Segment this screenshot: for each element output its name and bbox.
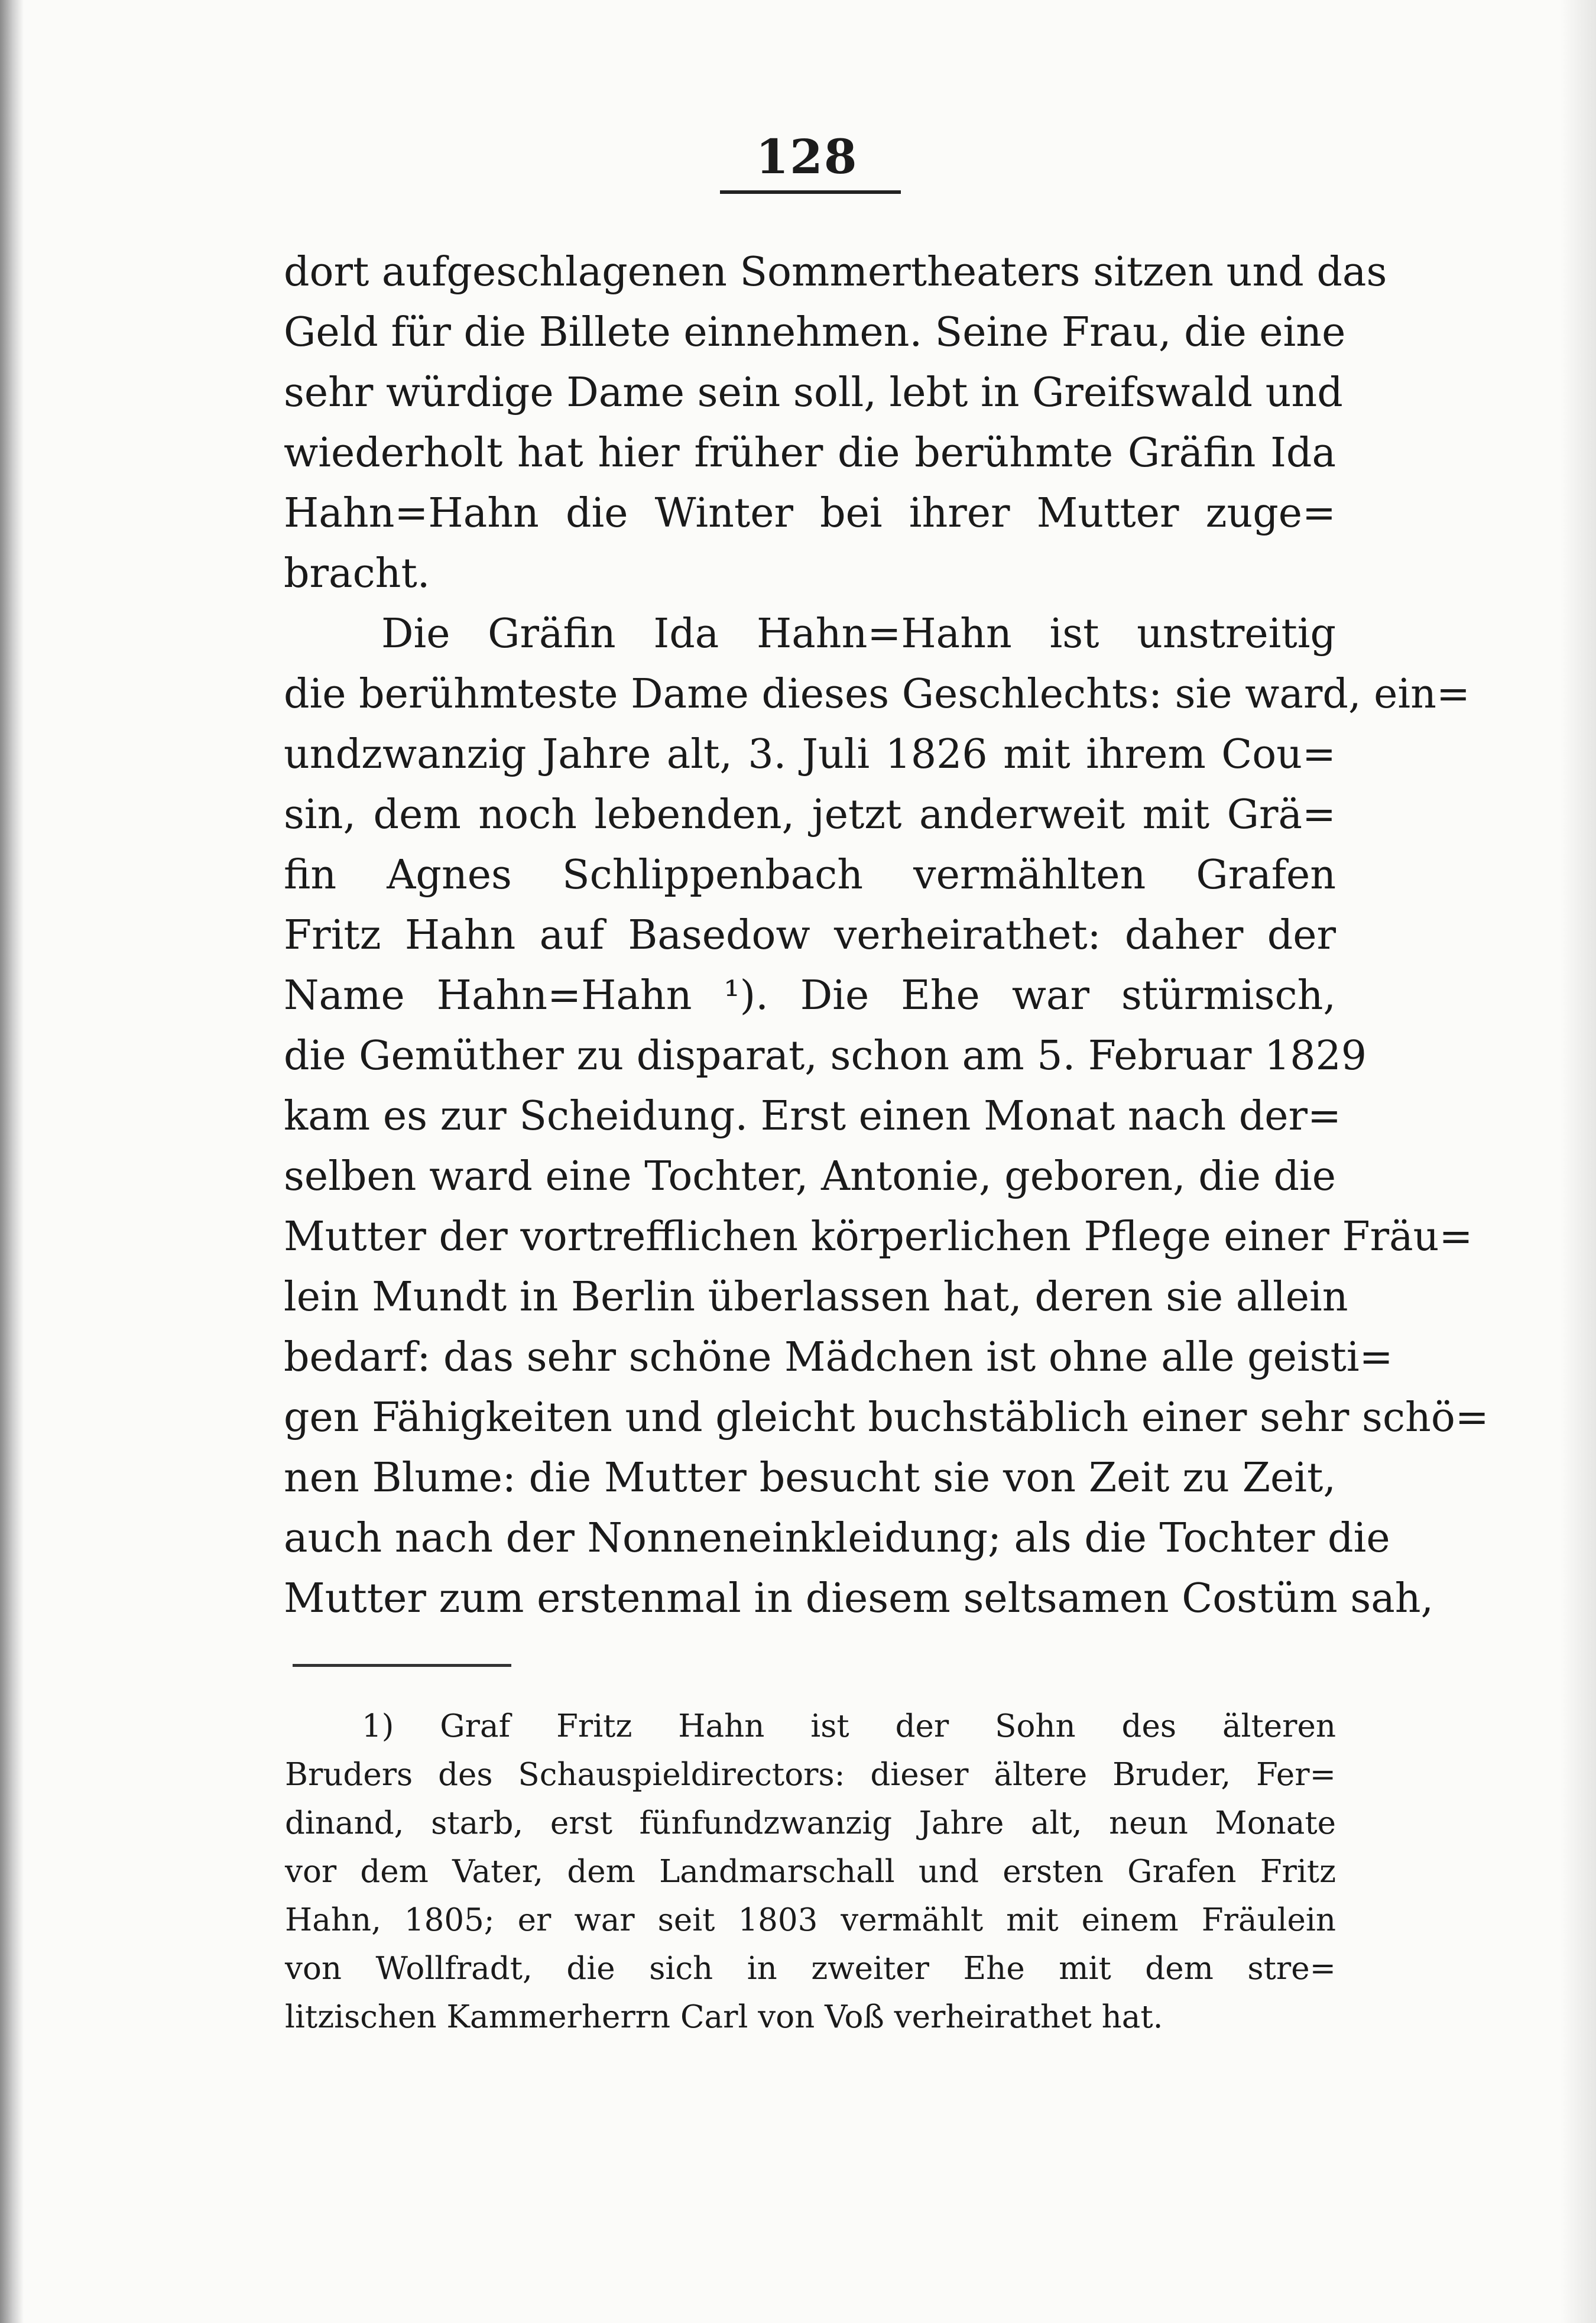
footnote <box>285 1702 1336 2042</box>
body-line: sin, dem noch lebenden, jetzt anderweit mit Grä= <box>284 791 1336 838</box>
body-line: Hahn=Hahn die Winter bei ihrer Mutter zuge= <box>284 490 1336 537</box>
body-line: Name Hahn=Hahn ¹). Die Ehe war stürmisch, <box>284 972 1336 1019</box>
body-line: Fritz Hahn auf Basedow verheirathet: daher der <box>284 912 1336 959</box>
footnote-line: von Wollfradt, die sich in zweiter Ehe mit dem stre= <box>285 1951 1336 1987</box>
body-line: Mutter der vortrefflichen körperlichen Pflege einer Fräu= <box>284 1214 1473 1260</box>
footnote-line: litzischen Kammerherrn Carl von Voß verheirathet hat. <box>285 1999 1163 2035</box>
footnote-line: Bruders des Schauspieldirectors: dieser ältere Bruder, Fer= <box>285 1757 1336 1793</box>
body-line: dort aufgeschlagenen Sommertheaters sitzen und das <box>284 249 1387 296</box>
body-line: auch nach der Nonneneinkleidung; als die Tochter die <box>284 1515 1390 1562</box>
body-line: Die Gräfin Ida Hahn=Hahn ist unstreitig <box>381 611 1336 657</box>
body-line: undzwanzig Jahre alt, 3. Juli 1826 mit ihrem Cou= <box>284 731 1336 778</box>
body-line: fin Agnes Schlippenbach vermählten Grafen <box>284 852 1336 898</box>
footnote-line: Hahn, 1805; er war seit 1803 vermählt mit einem Fräulein <box>285 1902 1336 1938</box>
body-line: lein Mundt in Berlin überlassen hat, deren sie allein <box>284 1274 1348 1321</box>
header-rule <box>720 190 901 194</box>
body-line: bedarf: das sehr schöne Mädchen ist ohne alle geisti= <box>284 1334 1393 1381</box>
body-line: selben ward eine Tochter, Antonie, geboren, die die <box>284 1153 1336 1200</box>
footnote-line: dinand, starb, erst fünfundzwanzig Jahre alt, neun Monate <box>285 1805 1336 1841</box>
footnote-rule <box>293 1664 511 1667</box>
page-number: 128 <box>755 129 858 184</box>
body-line: sehr würdige Dame sein soll, lebt in Greifswald und <box>284 369 1343 416</box>
spine-shadow <box>0 0 24 2323</box>
body-line: die Gemüther zu disparat, schon am 5. Februar 1829 <box>284 1033 1367 1079</box>
page-edge <box>1561 0 1596 2323</box>
footnote-line: vor dem Vater, dem Landmarschall und ersten Grafen Fritz <box>285 1854 1336 1890</box>
body-line: gen Fähigkeiten und gleicht buchstäblich einer sehr schö= <box>284 1394 1489 1441</box>
body-line: Mutter zum erstenmal in diesem seltsamen Costüm sah, <box>284 1575 1434 1622</box>
body-line: Geld für die Billete einnehmen. Seine Frau, die eine <box>284 309 1346 356</box>
body-line: nen Blume: die Mutter besucht sie von Zeit zu Zeit, <box>284 1455 1336 1501</box>
body-text <box>284 242 1489 1629</box>
footnote-line: 1) Graf Fritz Hahn ist der Sohn des älteren <box>362 1708 1336 1744</box>
body-line: wiederholt hat hier früher die berühmte Gräfin Ida <box>284 430 1336 476</box>
body-line: kam es zur Scheidung. Erst einen Monat nach der= <box>284 1093 1342 1140</box>
body-line: die berühmteste Dame dieses Geschlechts: sie ward, ein= <box>284 671 1470 718</box>
body-line: bracht. <box>284 550 430 597</box>
